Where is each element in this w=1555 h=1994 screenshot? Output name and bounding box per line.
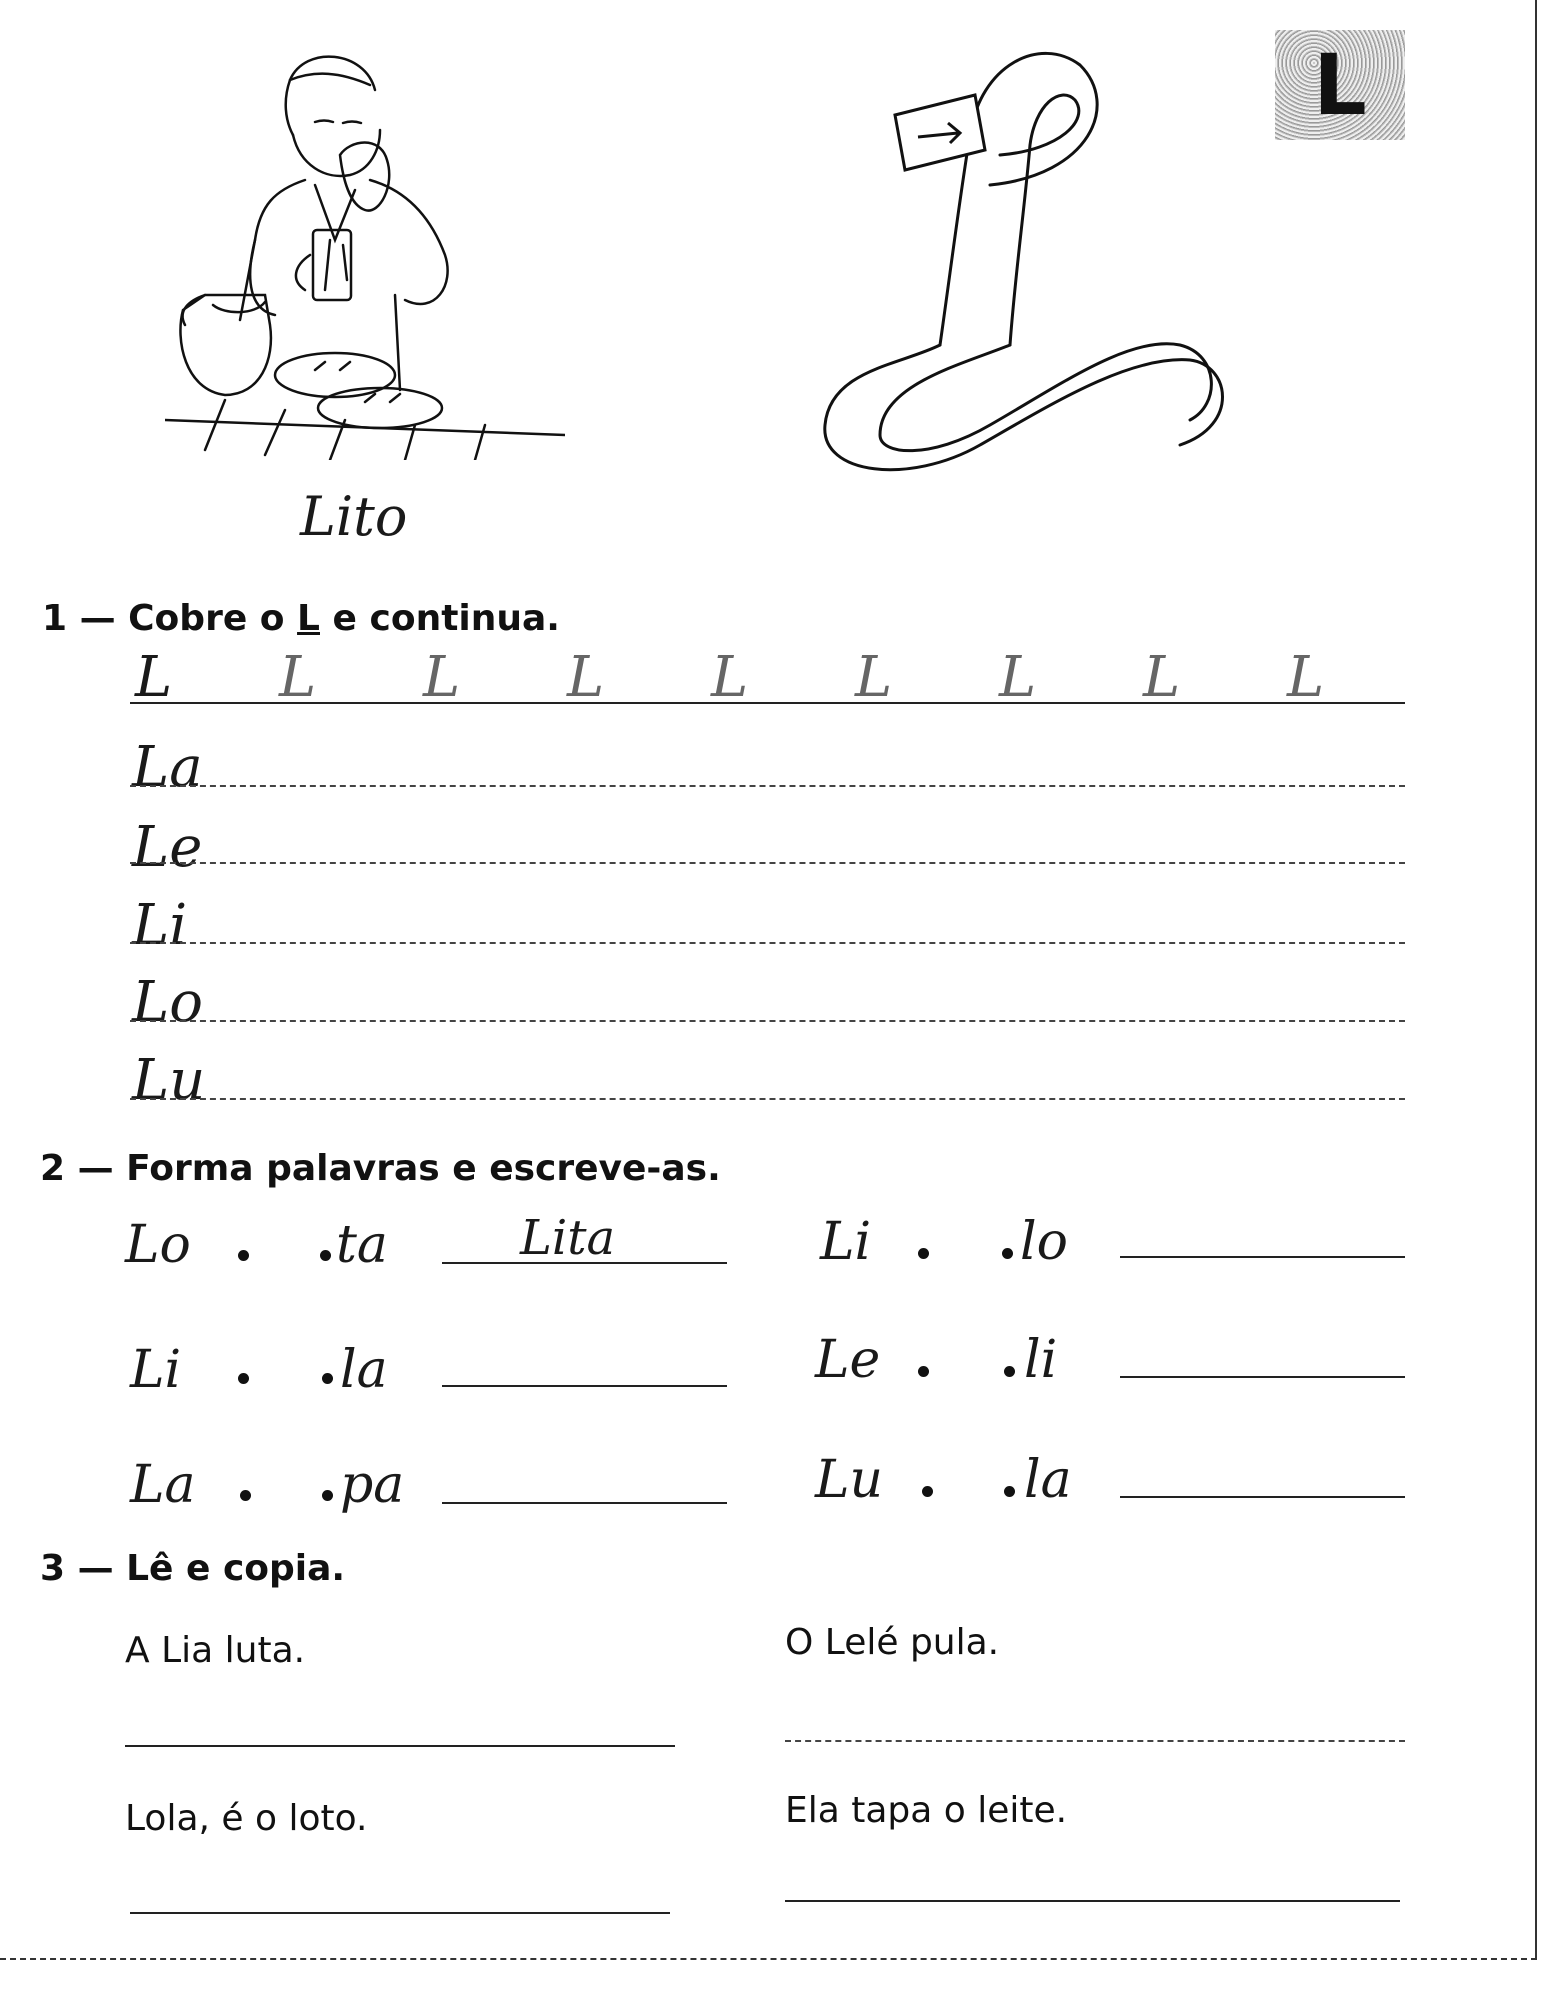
trace-letter[interactable]: L [999, 645, 1037, 710]
pair-4-answer-line[interactable] [1120, 1376, 1405, 1378]
copy-line-1[interactable] [125, 1745, 675, 1747]
sentence-2: O Lelé pula. [785, 1622, 1000, 1663]
trace-letter[interactable]: L [855, 645, 893, 710]
pair-6-dot-a [922, 1486, 933, 1497]
exercise-1-text-pre: Cobre o [128, 598, 285, 639]
pair-5-first: La [130, 1455, 196, 1515]
trace-letter[interactable]: L [135, 645, 173, 710]
pair-1-second: ta [336, 1215, 388, 1275]
stroke-direction-arrow [895, 95, 985, 170]
trace-letter[interactable]: L [279, 645, 317, 710]
pair-2-dot-a [918, 1248, 929, 1259]
exercise-1-text-post: e continua. [332, 598, 560, 639]
pair-2-first: Li [820, 1212, 872, 1272]
exercise-1-letter: L [297, 598, 320, 639]
sentence-4: Ela tapa o leite. [785, 1790, 1068, 1831]
exercise-1-number: 1 — [42, 598, 116, 639]
syllable-la: La [132, 735, 203, 800]
pair-3-first: Li [130, 1340, 182, 1400]
trace-letter[interactable]: L [423, 645, 461, 710]
boy-eating-illustration [165, 40, 565, 460]
pair-6-first: Lu [815, 1450, 884, 1510]
big-letter-l-outline [800, 25, 1270, 495]
pair-2-answer-line[interactable] [1120, 1256, 1405, 1258]
trace-letter[interactable]: L [567, 645, 605, 710]
sentence-1: A Lia luta. [125, 1630, 306, 1671]
pair-6-dot-b [1004, 1486, 1015, 1497]
page-right-border [1535, 0, 1537, 1960]
syllable-li: Li [132, 893, 188, 958]
pair-5-dot-a [240, 1490, 251, 1501]
syllable-lo: Lo [132, 970, 203, 1035]
trace-letter[interactable]: L [711, 645, 749, 710]
exercise-2-title: 2 — Forma palavras e escreve-as. [40, 1148, 721, 1189]
writing-line-le[interactable] [130, 862, 1405, 864]
pair-1-dot-a [238, 1250, 249, 1261]
writing-line-lo[interactable] [130, 1020, 1405, 1022]
pair-4-dot-b [1004, 1366, 1015, 1377]
pair-6-second: la [1024, 1450, 1072, 1510]
trace-letter[interactable]: L [1287, 645, 1325, 710]
letter-badge [1275, 30, 1405, 140]
pair-2-dot-b [1002, 1248, 1013, 1259]
pair-1-dot-b [320, 1250, 331, 1261]
pair-4-second: li [1024, 1330, 1058, 1390]
pair-6-answer-line[interactable] [1120, 1496, 1405, 1498]
writing-line-li[interactable] [130, 942, 1405, 944]
syllable-lu: Lu [132, 1048, 206, 1113]
pair-4-first: Le [815, 1330, 881, 1390]
pair-2-second: lo [1020, 1212, 1068, 1272]
picture-caption: Lito [300, 485, 408, 548]
letter-badge-text: L [1313, 36, 1367, 134]
writing-line-la[interactable] [130, 785, 1405, 787]
copy-line-3[interactable] [130, 1912, 670, 1914]
pair-3-answer-line[interactable] [442, 1385, 727, 1387]
syllable-le: Le [132, 815, 203, 880]
sentence-3: Lola, é o loto. [125, 1798, 368, 1839]
pair-1-first: Lo [125, 1215, 191, 1275]
pair-5-answer-line[interactable] [442, 1502, 727, 1504]
pair-3-dot-a [238, 1373, 249, 1384]
exercise-3-title: 3 — Lê e copia. [40, 1548, 346, 1589]
copy-line-2[interactable] [785, 1740, 1405, 1742]
writing-line-lu[interactable] [130, 1098, 1405, 1100]
copy-line-4[interactable] [785, 1900, 1400, 1902]
trace-letter[interactable]: L [1143, 645, 1181, 710]
exercise-1-title [42, 598, 560, 639]
pair-5-second: pa [340, 1455, 405, 1515]
pair-4-dot-a [918, 1366, 929, 1377]
page-bottom-border [0, 1958, 1537, 1960]
pair-1-answer-line[interactable] [442, 1262, 727, 1264]
pair-3-second: la [340, 1340, 388, 1400]
trace-line [130, 702, 1405, 704]
pair-3-dot-b [322, 1373, 333, 1384]
pair-5-dot-b [322, 1490, 333, 1501]
pair-1-answer: Lita [520, 1210, 616, 1266]
